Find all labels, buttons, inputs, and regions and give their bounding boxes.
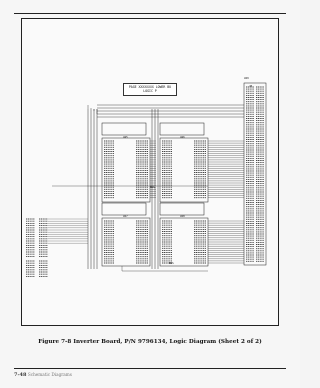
ic-chip-lower-right <box>160 218 208 266</box>
page-number: 7-48 <box>14 372 27 378</box>
logic-gate-block <box>102 123 146 135</box>
logic-gate-block <box>102 203 146 215</box>
ic-label-3: U47 <box>123 215 128 218</box>
net-label-1: BUS <box>150 186 155 189</box>
top-rule <box>14 13 286 14</box>
ic-label-4: U48 <box>180 215 185 218</box>
logic-gate-block <box>160 123 204 135</box>
diagram-title-block <box>123 83 177 96</box>
ic-label-5: U49 <box>244 77 249 80</box>
diagram-title-line-2: LOGIC P <box>143 89 157 93</box>
figure-caption: Figure 7-8 Inverter Board, P/N 9796134, Logic Diagram (Sheet 2 of 2) <box>38 339 262 345</box>
edge-connector <box>244 83 266 265</box>
diagram-title-line-1: PAGE XXXXXXXX LOWER BU <box>128 85 172 89</box>
ic-chip-lower-left <box>102 218 150 266</box>
logic-diagram <box>22 19 280 327</box>
section-label: Schematic Diagrams <box>27 372 72 377</box>
ic-chip-upper-right <box>160 138 208 202</box>
page-footer <box>14 372 72 378</box>
logic-gate-block <box>160 203 204 215</box>
ic-chip-upper-left <box>102 138 150 202</box>
ic-label-2: U46 <box>180 136 185 139</box>
net-label-2: BUS <box>169 262 174 265</box>
ic-label-1: U45 <box>123 136 128 139</box>
bottom-rule <box>14 368 286 369</box>
connector-label: J8 <box>249 85 253 88</box>
schematic-frame <box>21 18 279 326</box>
